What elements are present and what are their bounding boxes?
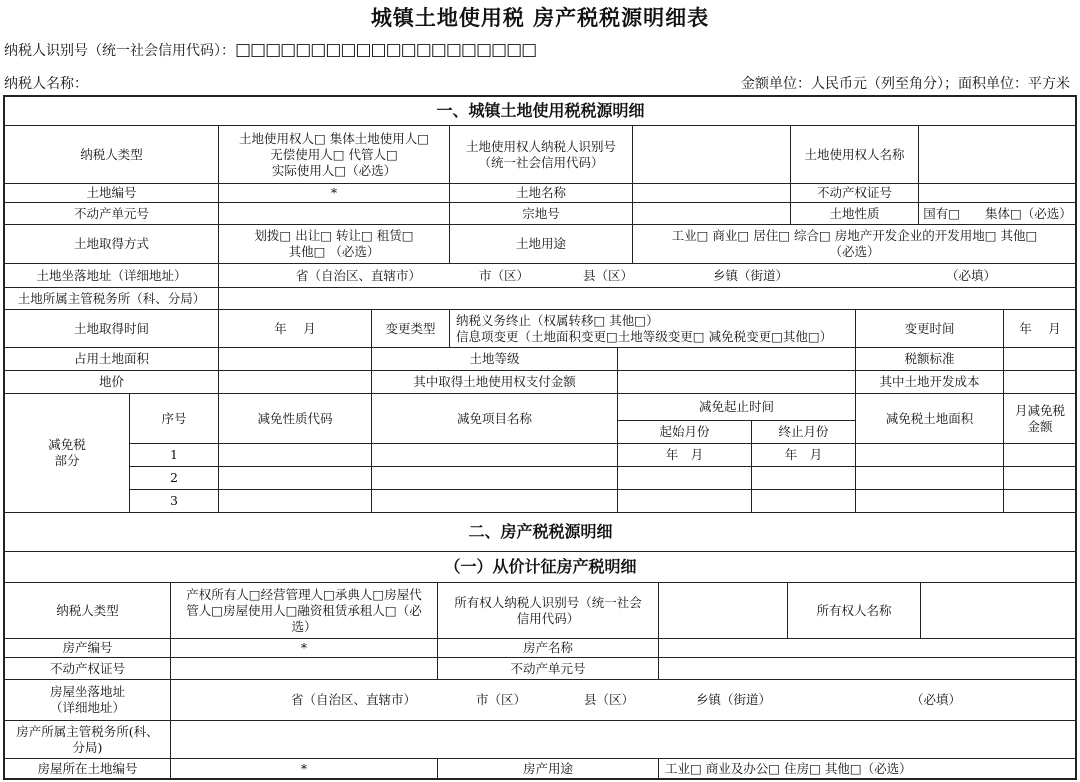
land-use-options-text: 工业□ 商业□ 居住□ 综合□ 房地产开发企业的开发用地□ 其他□ （必选）: [671, 228, 1038, 259]
land-cert-no-label-text: 不动产权证号: [816, 185, 892, 200]
address-part: 市（区）: [479, 267, 530, 283]
property-land-no-field-text: *: [300, 760, 308, 776]
land-nature-label: [790, 202, 919, 225]
property-land-no-label-text: 房屋所在土地编号: [37, 760, 138, 776]
owner-name-label: [787, 582, 921, 639]
taxpayer-id-boxes[interactable]: □□□□□□□□□□□□□□□□□□□□: [235, 40, 537, 60]
land-price-label-text: 地价: [98, 374, 124, 389]
section2-subheading: [4, 551, 1077, 583]
address-part: 市（区）: [476, 692, 527, 707]
property-no-field[interactable]: [170, 638, 438, 658]
relief-row-amount-field[interactable]: [1003, 466, 1077, 490]
relief-row-name-field[interactable]: [371, 489, 618, 513]
property-address-label-text: 房屋坐落地址 （详细地址）: [49, 684, 125, 715]
relief-row-area-field[interactable]: [855, 443, 1004, 467]
dev-cost-label: [855, 370, 1004, 394]
relief-row-end-field-text: 年 月: [784, 447, 823, 462]
land-user-name-field[interactable]: [918, 125, 1077, 184]
relief-row-seq: [129, 466, 219, 490]
address-part: 乡镇（街道）: [713, 267, 789, 283]
property-land-no-label: [4, 758, 171, 779]
property-use-label-text: 房产用途: [522, 760, 573, 776]
land-price-field[interactable]: [218, 370, 372, 394]
property-no-label: [4, 638, 171, 658]
acq-method-options-text: 划拨□ 出让□ 转让□ 租赁□ 其他□ （必选）: [254, 228, 414, 259]
land-tax-office-label-text: 土地所属主管税务所（科、分局）: [17, 290, 206, 306]
relief-header-seq: [129, 393, 219, 444]
property-taxpayer-type-label-text: 纳税人类型: [56, 602, 119, 618]
land-user-name-label-text: 土地使用权人名称: [804, 146, 905, 162]
acq-time-field[interactable]: [218, 309, 372, 348]
relief-header-name: [371, 393, 618, 444]
address-part: 省（自治区、直辖市）: [291, 692, 417, 707]
parcel-no-label: [449, 202, 633, 225]
owner-name-field[interactable]: [920, 582, 1077, 639]
relief-row-name-field[interactable]: [371, 466, 618, 490]
owner-name-label-text: 所有权人名称: [816, 602, 892, 618]
land-price-label: [4, 370, 219, 394]
relief-row-seq-text: 1: [170, 447, 178, 462]
land-no-label: [4, 183, 219, 203]
tax-standard-field[interactable]: [1003, 347, 1077, 371]
land-user-id-label-text: 土地使用权人纳税人识别号 （统一社会信用代码）: [465, 138, 616, 170]
land-cert-no-label: [790, 183, 919, 203]
change-time-field[interactable]: [1003, 309, 1077, 348]
address-part: 县（区）: [583, 267, 634, 283]
property-address-field[interactable]: [170, 679, 1077, 721]
land-nature-options-text: 国有□ 集体□（必选）: [923, 205, 1072, 221]
property-no-field-text: *: [300, 640, 308, 655]
relief-header-area-text: 减免税土地面积: [885, 410, 974, 426]
relief-row-code-field[interactable]: [218, 443, 372, 467]
land-area-field[interactable]: [218, 347, 372, 371]
property-taxpayer-type-options[interactable]: [170, 582, 438, 639]
acq-time-field-text: 年 月: [274, 320, 316, 336]
relief-section-label-text: 减免税 部分: [48, 437, 86, 468]
taxpayer-name-label: 纳税人名称：: [4, 76, 88, 92]
relief-row-end-field[interactable]: [751, 489, 856, 513]
taxpayer-id-row: [4, 40, 536, 60]
relief-header-amount-text: 月减免税 金额: [1014, 402, 1065, 434]
land-taxpayer-type-label-text: 纳税人类型: [80, 146, 143, 162]
property-tax-office-label-text: 房产所属主管税务所(科、 分局): [16, 723, 159, 755]
taxpayer-id-label: 纳税人识别号（统一社会信用代码）：: [4, 43, 235, 59]
property-use-label: [437, 758, 659, 779]
relief-row-seq-text: 3: [170, 493, 178, 508]
property-cert-no-field[interactable]: [170, 657, 438, 680]
relief-header-name-text: 减免项目名称: [456, 410, 532, 426]
owner-id-label-text: 所有权人纳税人识别号（统一社会 信用代码）: [454, 594, 642, 626]
address-part: （必填）: [946, 267, 997, 283]
land-name-label: [449, 183, 633, 203]
relief-row-amount-field[interactable]: [1003, 489, 1077, 513]
land-user-name-label: [790, 125, 919, 184]
units-note: 金额单位：人民币元（列至角分）；面积单位：平方米: [741, 76, 1070, 92]
property-tax-office-field[interactable]: [170, 720, 1077, 759]
relief-header-code-text: 减免性质代码: [257, 410, 333, 426]
property-unit-no-label-text: 不动产单元号: [510, 660, 586, 676]
relief-row-name-field[interactable]: [371, 443, 618, 467]
relief-row-start-field[interactable]: [617, 466, 752, 490]
relief-header-end: [751, 420, 856, 444]
relief-header-start: [617, 420, 752, 444]
land-tax-office-field[interactable]: [218, 287, 1077, 310]
property-address-label: [4, 679, 171, 721]
relief-header-period-text: 减免起止时间: [698, 399, 774, 414]
property-name-field[interactable]: [658, 638, 1077, 658]
section2-heading-text: 二、房产税税源明细: [468, 522, 613, 541]
parcel-no-field[interactable]: [632, 202, 791, 225]
relief-header-amount: [1003, 393, 1077, 444]
section1-heading: [4, 96, 1077, 126]
tax-standard-label: [855, 347, 1004, 371]
property-unit-no-label: [437, 657, 659, 680]
land-unit-no-label: [4, 202, 219, 225]
relief-row-start-field[interactable]: [617, 443, 752, 467]
relief-header-area: [855, 393, 1004, 444]
relief-row-start-field[interactable]: [617, 489, 752, 513]
land-tax-office-label: [4, 287, 219, 310]
relief-row-code-field[interactable]: [218, 489, 372, 513]
relief-row-seq: [129, 489, 219, 513]
property-tax-office-label: [4, 720, 171, 759]
change-time-label: [855, 309, 1004, 348]
land-grade-field[interactable]: [617, 347, 856, 371]
dev-cost-label-text: 其中土地开发成本: [879, 374, 980, 389]
property-cert-no-label-text: 不动产权证号: [49, 660, 125, 676]
relief-header-period: [617, 393, 856, 421]
property-cert-no-label: [4, 657, 171, 680]
owner-id-field[interactable]: [658, 582, 788, 639]
page-title: 城镇土地使用税 房产税税源明细表: [370, 5, 710, 30]
land-cert-no-field[interactable]: [918, 183, 1077, 203]
section2-heading: [4, 512, 1077, 552]
land-nature-options[interactable]: [918, 202, 1077, 225]
land-address-label: [4, 263, 219, 288]
land-use-label-text: 土地用途: [515, 236, 566, 251]
relief-row-end-field[interactable]: [751, 443, 856, 467]
change-type-label: [371, 309, 450, 348]
land-nature-label-text: 土地性质: [829, 205, 880, 221]
land-unit-no-label-text: 不动产单元号: [73, 205, 149, 221]
land-name-field[interactable]: [632, 183, 791, 203]
tax-standard-label-text: 税额标准: [904, 351, 955, 366]
land-address-field[interactable]: [218, 263, 1077, 288]
change-time-label-text: 变更时间: [904, 320, 955, 336]
relief-header-code: [218, 393, 372, 444]
relief-header-seq-text: 序号: [161, 410, 187, 426]
property-land-no-field[interactable]: [170, 758, 438, 779]
land-grade-label: [371, 347, 618, 371]
parcel-no-label-text: 宗地号: [522, 205, 560, 221]
land-no-label-text: 土地编号: [86, 185, 137, 200]
land-grade-label-text: 土地等级: [469, 351, 520, 366]
land-area-label: [4, 347, 219, 371]
change-type-options-text: 纳税义务终止（权属转移□ 其他□） 信息项变更（土地面积变更□土地等级变更□ 减免税变更□其他□）: [456, 312, 833, 344]
relief-row-area-field[interactable]: [855, 466, 1004, 490]
property-use-options-text: 工业□ 商业及办公□ 住房□ 其他□（必选）: [665, 760, 912, 776]
land-user-id-label: [449, 125, 633, 184]
land-use-options[interactable]: [632, 224, 1077, 264]
acq-method-label-text: 土地取得方式: [73, 236, 149, 251]
land-name-label-text: 土地名称: [515, 185, 566, 200]
relief-header-end-text: 终止月份: [778, 424, 829, 439]
owner-id-label: [437, 582, 659, 639]
acq-time-label: [4, 309, 219, 348]
land-area-label-text: 占用土地面积: [73, 351, 149, 366]
change-time-field-text: 年 月: [1019, 320, 1061, 336]
property-use-options[interactable]: [658, 758, 1077, 779]
property-taxpayer-type-options-text: 产权所有人□经营管理人□承典人□房屋代 管人□房屋使用人□融资租赁承租人□（必 选）: [186, 586, 422, 634]
land-unit-no-field[interactable]: [218, 202, 450, 225]
acq-payment-label-text: 其中取得土地使用权支付金额: [413, 374, 576, 389]
land-taxpayer-type-options-text: 土地使用权人□ 集体土地使用人□ 无偿使用人□ 代管人□ 实际使用人□（必选）: [238, 130, 430, 178]
change-type-options[interactable]: [449, 309, 856, 348]
property-unit-no-field[interactable]: [658, 657, 1077, 680]
relief-row-end-field[interactable]: [751, 466, 856, 490]
acq-payment-label: [371, 370, 618, 394]
change-type-label-text: 变更类型: [385, 320, 436, 336]
land-address-label-text: 土地坐落地址（详细地址）: [36, 267, 187, 283]
address-part: （必填）: [911, 692, 962, 707]
land-taxpayer-type-label: [4, 125, 219, 184]
relief-row-start-field-text: 年 月: [665, 447, 704, 462]
land-no-field-text: *: [330, 185, 338, 200]
address-part: 县（区）: [584, 692, 635, 707]
land-user-id-field[interactable]: [632, 125, 791, 184]
relief-row-code-field[interactable]: [218, 466, 372, 490]
property-name-label-text: 房产名称: [522, 640, 573, 655]
land-no-field[interactable]: [218, 183, 450, 203]
acq-method-options[interactable]: [218, 224, 450, 264]
land-use-label: [449, 224, 633, 264]
land-taxpayer-type-options[interactable]: [218, 125, 450, 184]
property-taxpayer-type-label: [4, 582, 171, 639]
relief-section-label: [4, 393, 130, 513]
address-part: 乡镇（街道）: [696, 692, 772, 707]
relief-row-amount-field[interactable]: [1003, 443, 1077, 467]
section2-subheading-text: （一）从价计征房产税明细: [444, 557, 637, 576]
acq-time-label-text: 土地取得时间: [73, 320, 149, 336]
relief-row-area-field[interactable]: [855, 489, 1004, 513]
section1-heading-text: 一、城镇土地使用税税源明细: [436, 101, 645, 120]
property-name-label: [437, 638, 659, 658]
dev-cost-field[interactable]: [1003, 370, 1077, 394]
address-part: 省（自治区、直辖市）: [296, 267, 422, 283]
relief-header-start-text: 起始月份: [659, 424, 710, 439]
relief-row-seq-text: 2: [170, 470, 178, 485]
relief-row-seq: [129, 443, 219, 467]
acq-method-label: [4, 224, 219, 264]
property-no-label-text: 房产编号: [62, 640, 113, 655]
acq-payment-field[interactable]: [617, 370, 856, 394]
